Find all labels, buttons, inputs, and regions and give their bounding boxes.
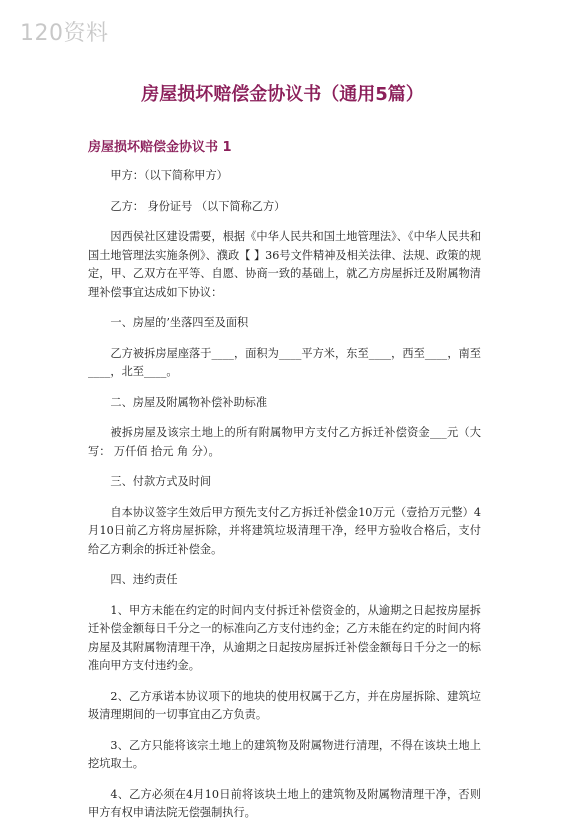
watermark-logo: 120资料 [20, 21, 109, 46]
clause-heading-1: 一、房屋的’坐落四至及面积 [110, 316, 249, 329]
clause-heading-4: 四、违约责任 [110, 573, 178, 586]
liability-item-3: 3、乙方只能将该宗土地上的建筑物及附属物进行清理，不得在该块土地上挖坑取土。 [88, 738, 481, 770]
clause-paragraph-2: 被拆房屋及该宗土地上的所有附属物甲方支付乙方拆迁补偿资金___元（大写： 万仟佰 拾元 角 分）。 [88, 426, 481, 458]
clause-paragraph-3: 自本协议签字生效后甲方预先支付乙方拆迁补偿金10万元（壹拾万元整）4月10日前乙方将房屋拆除，并将建筑垃圾清理干净，经甲方验收合格后，支付给乙方剩余的拆迁补偿金。 [88, 505, 481, 556]
preamble-paragraph: 因西侯社区建设需要，根据《中华人民共和国土地管理法》、《中华人民共和国土地管理法实施条例》、濮政【 】36号文件精神及相关法律、法规、政策的规定，甲、乙双方在平等、自愿、协商一致的基础上，就乙方房屋拆迁及附属物清理补偿事宜达成如下协议： [88, 230, 481, 299]
liability-item-4: 4、乙方必须在4月10日前将该块土地上的建筑物及附属物清理干净，否则甲方有权申请法院无偿强制执行。 [88, 787, 481, 819]
section-title: 房屋损坏赔偿金协议书 1 [88, 140, 232, 155]
clause-paragraph-1: 乙方被拆房屋座落于____，面积为____平方米，东至____，西至____，南至____，北至____。 [88, 346, 481, 378]
document-body [88, 167, 481, 823]
liability-item-1: 1、甲方未能在约定的时间内支付拆迁补偿资金的，从逾期之日起按房屋拆迁补偿金额每日千分之一的标准向乙方支付违约金；乙方未能在约定的时间内将房屋及其附属物清理干净，从逾期之日起按房屋拆迁补偿金额每日千分之一的标准向甲方支付违约金。 [88, 603, 481, 672]
clause-heading-3: 三、付款方式及时间 [110, 475, 212, 488]
party-a-line: 甲方：（以下简称甲方） [110, 169, 228, 182]
party-b-line: 乙方： 身份证号 （以下简称乙方） [110, 199, 286, 213]
liability-item-2: 2、乙方承诺本协议项下的地块的使用权属于乙方，并在房屋拆除、建筑垃圾清理期间的一切事宜由乙方负责。 [88, 689, 481, 721]
document-title: 房屋损坏赔偿金协议书（通用5篇） [141, 84, 424, 105]
clause-heading-2: 二、房屋及附属物补偿补助标准 [110, 395, 268, 409]
